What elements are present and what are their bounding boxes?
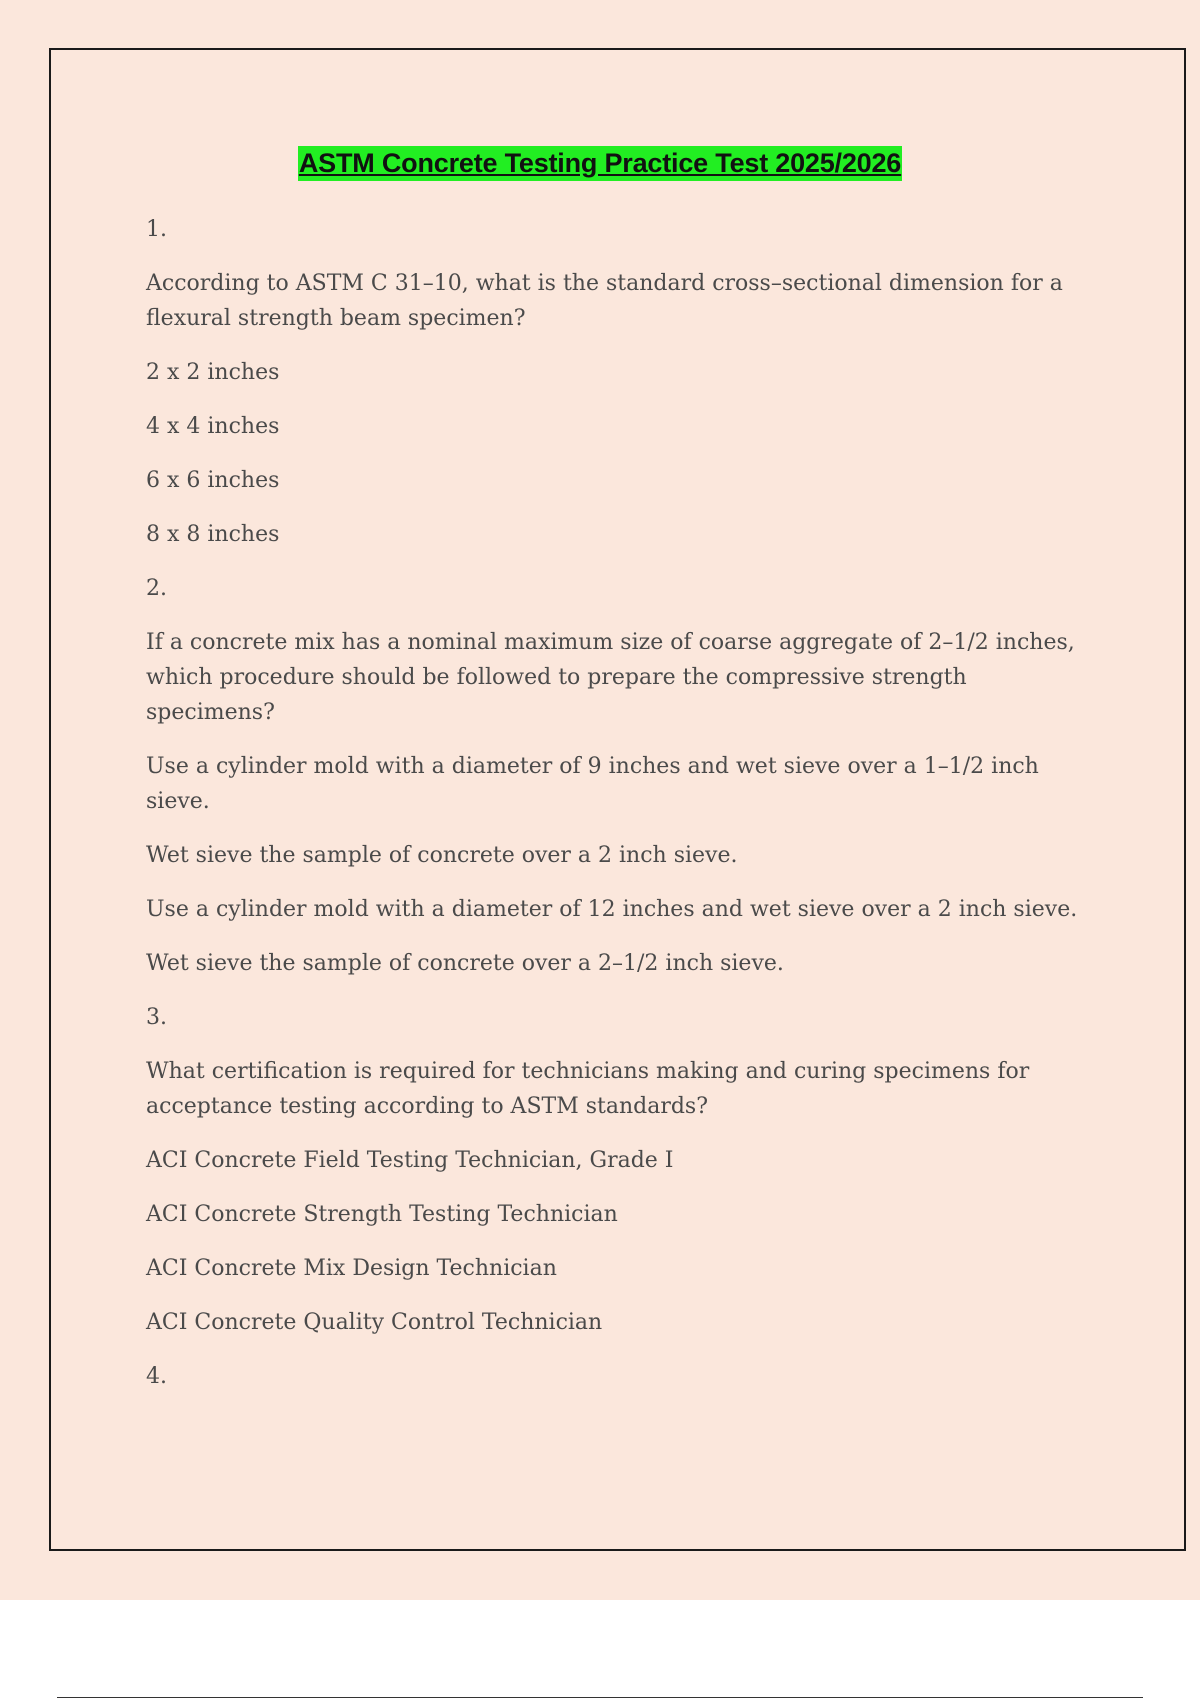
answer-option: Use a cylinder mold with a diameter of 12 inches and wet sieve over a 2 inch sieve. [146,897,1078,922]
answer-option: 4 x 4 inches [146,414,280,439]
document-title: ASTM Concrete Testing Practice Test 2025/2026 [298,146,902,181]
answer-option: ACI Concrete Strength Testing Technician [146,1202,618,1227]
answer-option: Wet sieve the sample of concrete over a 2–1/2 inch sieve. [146,951,784,976]
footer-divider [57,1697,1143,1698]
question-list [146,212,1086,1413]
question-number: 1. [146,217,167,242]
question-number: 3. [146,1005,167,1030]
answer-option: ACI Concrete Quality Control Technician [146,1310,603,1335]
question-prompt: What certification is required for technicians making and curing specimens for acceptance testing according to ASTM standards? [146,1059,1030,1119]
answer-option: Wet sieve the sample of concrete over a 2 inch sieve. [146,843,738,868]
title-container [0,146,1200,181]
answer-option: ACI Concrete Mix Design Technician [146,1256,557,1281]
question-prompt: If a concrete mix has a nominal maximum size of coarse aggregate of 2–1/2 inches, which procedure should be followed to prepare the compressive strength specimens? [146,630,1075,725]
question-number: 4. [146,1364,167,1389]
answer-option: 2 x 2 inches [146,360,280,385]
question-number: 2. [146,576,167,601]
answer-option: 8 x 8 inches [146,522,280,547]
answer-option: 6 x 6 inches [146,468,280,493]
answer-option: Use a cylinder mold with a diameter of 9 inches and wet sieve over a 1–1/2 inch sieve. [146,754,1039,814]
question-prompt: According to ASTM C 31–10, what is the standard cross–sectional dimension for a flexural strength beam specimen? [146,271,1063,331]
answer-option: ACI Concrete Field Testing Technician, Grade I [146,1148,674,1173]
